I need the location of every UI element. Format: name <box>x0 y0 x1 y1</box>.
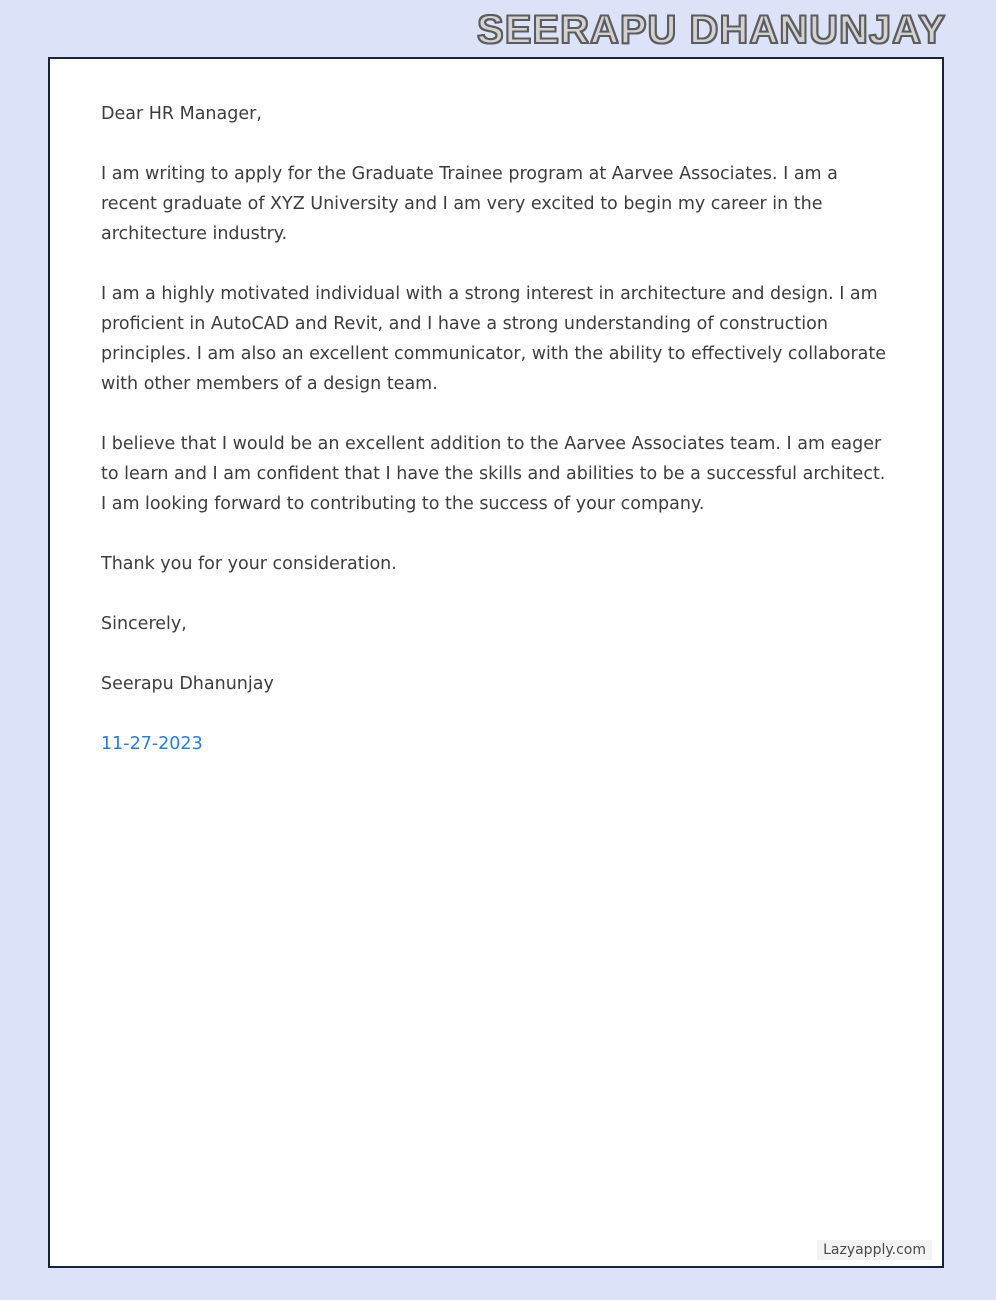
letter-salutation: Dear HR Manager, <box>101 104 262 124</box>
letter-paragraph-thanks: Thank you for your consideration. <box>101 554 397 574</box>
page-title: SEERAPU DHANUNJAY <box>477 8 946 52</box>
letter-paragraph-fit: I believe that I would be an excellent addition to the Aarvee Associates team. I am eager to learn and I am confident that I have the skills and abilities to be a successful architect. I am looking forward to contributing to the success of your company. <box>101 434 886 514</box>
letter-page <box>48 57 944 1268</box>
letter-paragraph-skills: I am a highly motivated individual with a strong interest in architecture and design. I am proficient in AutoCAD and Revit, and I have a strong understanding of construction principles. I am also an excellent communicator, with the ability to effectively collaborate with other members of a design team. <box>101 284 887 394</box>
watermark-label: Lazyapply.com <box>817 1240 932 1260</box>
letter-closing: Sincerely, <box>101 614 187 634</box>
letter-paragraph-intro: I am writing to apply for the Graduate Trainee program at Aarvee Associates. I am a recent graduate of XYZ University and I am very excited to begin my career in the architecture industry. <box>101 164 838 244</box>
letter-signature: Seerapu Dhanunjay <box>101 674 274 694</box>
letter-body <box>50 59 942 759</box>
letter-date-row <box>101 729 890 759</box>
letter-date-link[interactable]: 11-27-2023 <box>101 734 203 754</box>
